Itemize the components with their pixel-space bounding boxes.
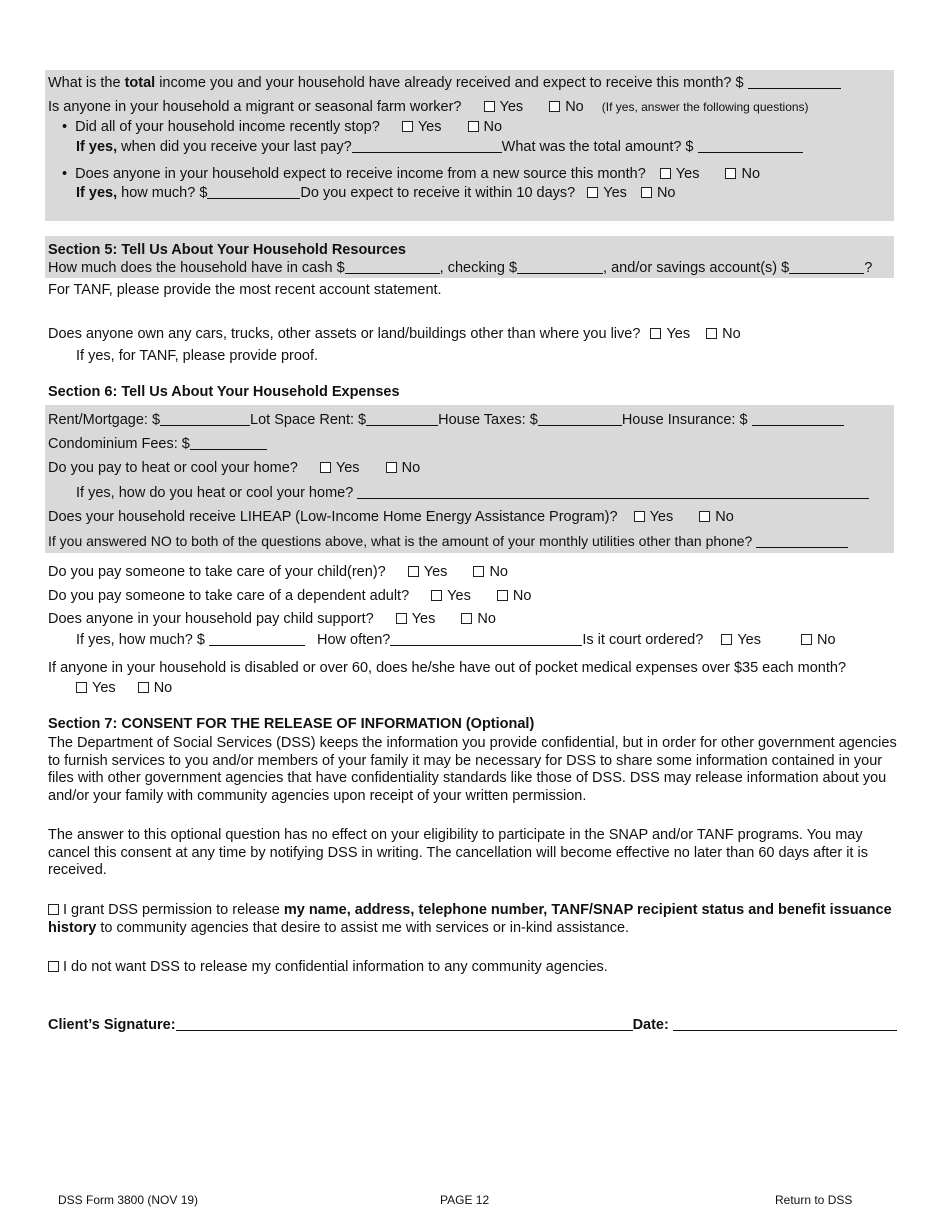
resources-question: How much does the household have in cash $ , checking $ , and/or savings account(s) $ ? [48, 260, 873, 276]
checkbox[interactable] [408, 566, 419, 577]
stop-yes-option[interactable]: Yes [402, 119, 442, 135]
checkbox[interactable] [634, 511, 645, 522]
assets-proof-note: If yes, for TANF, please provide proof. [76, 348, 319, 364]
child-support-details: If yes, how much? $ How often? Is it court ordered? Yes No [76, 632, 836, 648]
heat-yes-option[interactable]: Yes [320, 460, 360, 476]
savings-field[interactable] [789, 260, 864, 274]
checkbox[interactable] [801, 634, 812, 645]
checkbox[interactable] [468, 121, 479, 132]
return-to: Return to DSS [775, 1193, 853, 1207]
checkbox[interactable] [641, 187, 652, 198]
checkbox[interactable] [386, 462, 397, 473]
signature-field[interactable] [176, 1017, 633, 1031]
bullet-icon: • [62, 166, 68, 182]
section7-title: Section 7: CONSENT FOR THE RELEASE OF INFORMATION (Optional) [48, 716, 535, 732]
house-insurance-field[interactable] [752, 412, 844, 426]
adult-yes-option[interactable]: Yes [431, 588, 471, 604]
checkbox[interactable] [721, 634, 732, 645]
condo-fees-field[interactable] [190, 436, 267, 450]
heat-method-question: If yes, how do you heat or cool your home? [76, 485, 869, 501]
last-pay-question: If yes, when did you receive your last pay? What was the total amount? $ [76, 139, 803, 155]
assets-question: Does anyone own any cars, trucks, other assets or land/buildings other than where you live? Yes No [48, 326, 741, 342]
heat-question: Do you pay to heat or cool your home? Yes No [48, 460, 421, 476]
newsource-no-option[interactable]: No [725, 166, 760, 182]
grant-consent-option[interactable]: I grant DSS permission to release my name, address, telephone number, TANF/SNAP recipient status and benefit issuance history to community agencies that desire to assist me with services or in-kind assistance. [48, 902, 892, 936]
liheap-question: Does your household receive LIHEAP (Low-Income Home Energy Assistance Program)? Yes No [48, 509, 734, 525]
adult-care-question: Do you pay someone to take care of a dependent adult? Yes No [48, 588, 532, 604]
child-yes-option[interactable]: Yes [408, 564, 448, 580]
adult-no-option[interactable]: No [497, 588, 532, 604]
migrant-note: (If yes, answer the following questions) [601, 100, 809, 114]
checkbox[interactable] [138, 682, 149, 693]
housing-costs-row: Rent/Mortgage: $ Lot Space Rent: $ House Taxes: $ House Insurance: $ [48, 412, 844, 428]
medical-options [76, 680, 172, 696]
checkbox[interactable] [461, 613, 472, 624]
checkbox[interactable] [473, 566, 484, 577]
checkbox[interactable] [484, 101, 495, 112]
checkbox[interactable] [549, 101, 560, 112]
assets-yes-option[interactable]: Yes [650, 326, 690, 342]
form-number: DSS Form 3800 (NOV 19) [58, 1193, 199, 1207]
heat-method-field[interactable] [357, 485, 869, 499]
house-taxes-field[interactable] [538, 412, 622, 426]
checkbox[interactable] [402, 121, 413, 132]
section6-title: Section 6: Tell Us About Your Household Expenses [48, 384, 400, 400]
checkbox[interactable] [725, 168, 736, 179]
signature-row: Client’s Signature: Date: [48, 1017, 897, 1033]
liheap-yes-option[interactable]: Yes [634, 509, 674, 525]
within-no-option[interactable]: No [641, 185, 676, 201]
total-income-field[interactable] [748, 75, 841, 89]
checkbox[interactable] [497, 590, 508, 601]
migrant-yes-option[interactable]: Yes [484, 99, 524, 115]
cash-field[interactable] [345, 260, 440, 274]
grant-checkbox[interactable] [48, 904, 59, 915]
checkbox[interactable] [706, 328, 717, 339]
medical-expenses-question: If anyone in your household is disabled or over 60, does he/she have out of pocket medical expenses over $35 each month? [48, 660, 847, 676]
income-stop-question: • Did all of your household income recently stop? Yes No [62, 119, 503, 135]
consent-paragraph-2: The answer to this optional question has no effect on your eligibility to participate in the SNAP and/or TANF programs. You may cancel this consent at any time by notifying DSS in writing. The cancellation will become effective no later than 60 days after it is received. [48, 827, 868, 878]
lot-rent-field[interactable] [366, 412, 438, 426]
utilities-field[interactable] [756, 534, 848, 548]
migrant-no-option[interactable]: No [549, 99, 584, 115]
newsource-yes-option[interactable]: Yes [660, 166, 700, 182]
medical-no-option[interactable]: No [138, 680, 173, 696]
section5-title: Section 5: Tell Us About Your Household Resources [48, 242, 406, 258]
checkbox[interactable] [396, 613, 407, 624]
tanf-statement: For TANF, please provide the most recent account statement. [48, 282, 442, 298]
child-no-option[interactable]: No [473, 564, 508, 580]
deny-consent-option[interactable]: I do not want DSS to release my confidential information to any community agencies. [48, 959, 608, 975]
how-much-field[interactable] [207, 185, 300, 199]
utilities-question: If you answered NO to both of the questions above, what is the amount of your monthly utilities other than phone? [48, 533, 848, 549]
bullet-icon: • [62, 119, 68, 135]
assets-no-option[interactable]: No [706, 326, 741, 342]
condo-fees-row: Condominium Fees: $ [48, 436, 267, 452]
court-yes-option[interactable]: Yes [721, 632, 761, 648]
support-amount-field[interactable] [209, 632, 305, 646]
support-yes-option[interactable]: Yes [396, 611, 436, 627]
date-field[interactable] [673, 1017, 897, 1031]
consent-paragraph-1: The Department of Social Services (DSS) keeps the information you provide confidential, but in order for other government agencies to furnish services to you and/or members of your family it may be necessary for DSS to share some information contained in your files with other government agencies that have confidentiality standards like those of DSS. DSS may release information about you and/or your family with community agencies upon receipt of your written permission. [48, 735, 897, 804]
migrant-worker-question: Is anyone in your household a migrant or seasonal farm worker? Yes No (If yes, answer the following questions) [48, 99, 809, 115]
within-yes-option[interactable]: Yes [587, 185, 627, 201]
checkbox[interactable] [76, 682, 87, 693]
total-income-question: What is the total income you and your household have already received and expect to receive this month? $ [48, 75, 841, 91]
checkbox[interactable] [699, 511, 710, 522]
page-number: PAGE 12 [440, 1193, 490, 1207]
how-much-question: If yes, how much? $ Do you expect to receive it within 10 days? Yes No [76, 185, 676, 201]
child-care-question: Do you pay someone to take care of your child(ren)? Yes No [48, 564, 508, 580]
total-amount-field[interactable] [698, 139, 803, 153]
stop-no-option[interactable]: No [468, 119, 503, 135]
last-pay-date-field[interactable] [352, 139, 502, 153]
court-no-option[interactable]: No [801, 632, 836, 648]
liheap-no-option[interactable]: No [699, 509, 734, 525]
deny-checkbox[interactable] [48, 961, 59, 972]
medical-yes-option[interactable]: Yes [76, 680, 116, 696]
checkbox[interactable] [587, 187, 598, 198]
checkbox[interactable] [320, 462, 331, 473]
heat-no-option[interactable]: No [386, 460, 421, 476]
child-support-question: Does anyone in your household pay child support? Yes No [48, 611, 496, 627]
checkbox[interactable] [650, 328, 661, 339]
new-source-question: • Does anyone in your household expect to receive income from a new source this month? Yes No [62, 166, 761, 182]
support-no-option[interactable]: No [461, 611, 496, 627]
support-frequency-field[interactable] [390, 632, 582, 646]
checkbox[interactable] [660, 168, 671, 179]
checkbox[interactable] [431, 590, 442, 601]
rent-field[interactable] [160, 412, 250, 426]
checking-field[interactable] [517, 260, 603, 274]
